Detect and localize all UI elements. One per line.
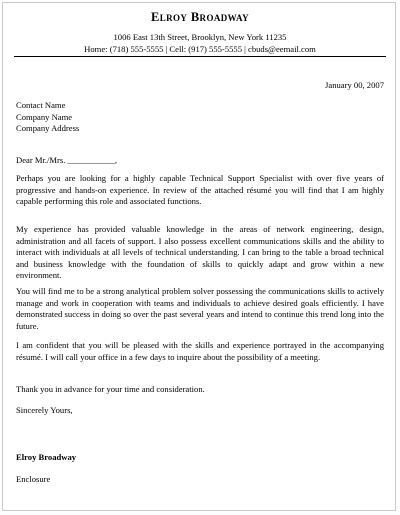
letterhead-address: 1006 East 13th Street, Brooklyn, New York 11235 (113, 32, 287, 42)
recipient-company-address: Company Address (16, 123, 80, 134)
enclosure-note: Enclosure (16, 474, 51, 484)
recipient-block (16, 100, 384, 135)
body-paragraph-4: I am confident that you will be pleased with the skills and experience portrayed in the accompanying résumé. I will call your office in a few days to inquire about the possibility of a meeting. (16, 340, 384, 362)
signer-name: Elroy Broadway (16, 452, 77, 462)
body-paragraph-1: Perhaps you are looking for a highly capable Technical Support Specialist with over five years of progressive and hands-on experience. In review of the attached résumé you will find that I am highly capable performing this role and associated functions. (16, 173, 384, 207)
body-paragraph-3: You will find me to be a strong analytical problem solver possessing the communications skills to actively manage and work in cooperation with teams and individuals to achieve desired goals efficiently. I have demonstrated success in doing so over the past several years and intend to continue this trend long into the future. (16, 286, 384, 331)
body-paragraph-5: Thank you in advance for your time and consideration. (16, 384, 205, 394)
body-paragraph-2: My experience has provided valuable knowledge in the areas of network engineering, design, administration and all facets of support. I also possess excellent communications skills and the ability to interact with individuals at all levels of technical understanding. I can bring to the table a broad technical and business knowledge with the foundation of skills to quickly adapt and grow within a new environment. (16, 224, 384, 281)
letterhead-name: Elroy Broadway (150, 10, 250, 24)
closing: Sincerely Yours, (16, 405, 73, 415)
recipient-contact-name: Contact Name (16, 100, 66, 110)
letter-date: January 00, 2007 (325, 80, 384, 90)
salutation: Dear Mr./Mrs. ___________, (16, 155, 117, 165)
letterhead-divider (14, 56, 386, 57)
recipient-company-name: Company Name (16, 111, 73, 122)
letterhead-contact: Home: (718) 555-5555 | Cell: (917) 555-5555 | cbuds@eemail.com (84, 44, 316, 54)
